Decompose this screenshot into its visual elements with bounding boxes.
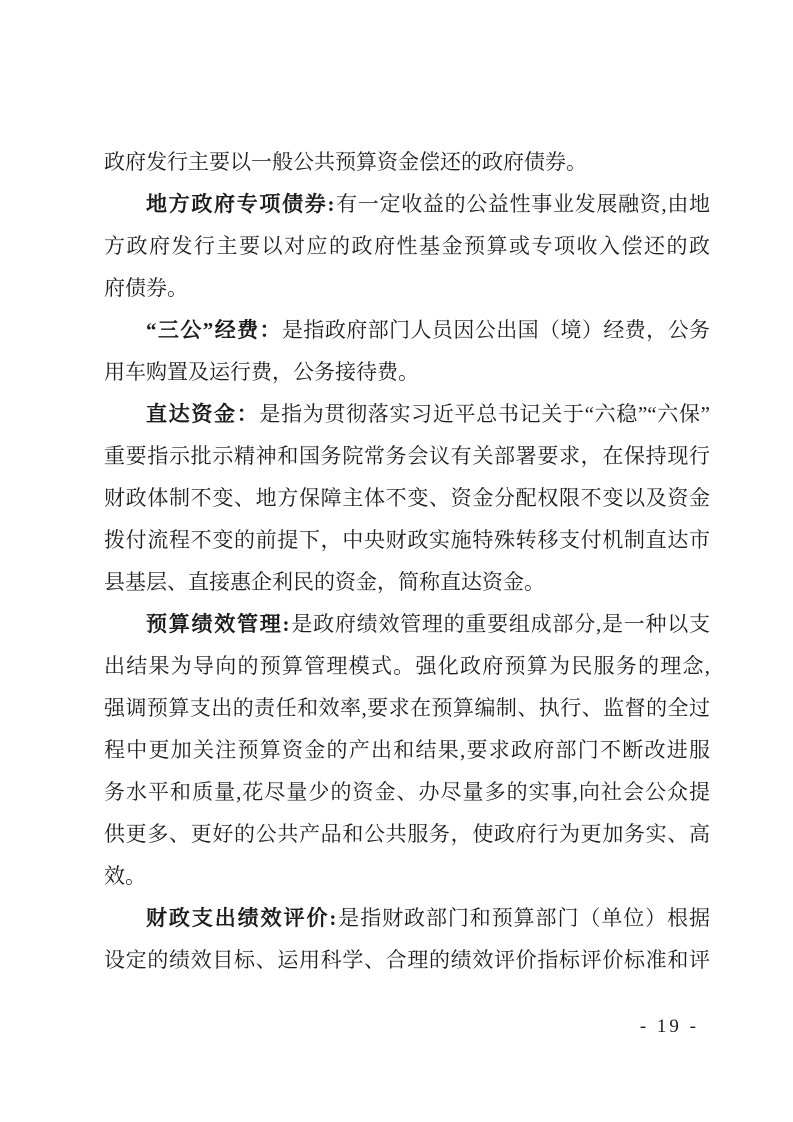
text-line (104, 729, 710, 771)
text-line (104, 351, 710, 393)
text-line (104, 939, 710, 981)
text-line (104, 687, 710, 729)
line-text: 有一定收益的公益性事业发展融资,由地 (335, 192, 711, 216)
text-line (104, 309, 710, 351)
line-text: 县基层、直接惠企利民的资金，简称直达资金。 (104, 570, 545, 594)
text-line (104, 393, 710, 435)
line-text: 程中更加关注预算资金的产出和结果,要求政府部门不断改进服 (104, 738, 710, 762)
term-label: 地方政府专项债券: (146, 192, 336, 216)
text-line (104, 183, 710, 225)
text-line (104, 561, 710, 603)
line-text: 府债券。 (104, 276, 188, 300)
page-number: - 19 - (639, 1016, 699, 1037)
line-text: 是政府绩效管理的重要组成部分,是一种以支 (290, 612, 711, 636)
term-label: 预算绩效管理: (146, 612, 291, 636)
line-text: 重要指示批示精神和国务院常务会议有关部署要求，在保持现行 (104, 444, 710, 468)
text-line (104, 141, 710, 183)
term-label: “三公”经费： (146, 318, 282, 342)
text-line (104, 813, 710, 855)
line-text: 是指为贯彻落实习近平总书记关于“六稳”“六保” (259, 402, 710, 426)
text-line (104, 771, 710, 813)
line-text: 强调预算支出的责任和效率,要求在预算编制、执行、监督的全过 (104, 696, 710, 720)
text-line (104, 225, 710, 267)
line-text: 财政体制不变、地方保障主体不变、资金分配权限不变以及资金 (104, 486, 710, 510)
term-label: 直达资金： (146, 402, 260, 426)
line-text: 政府发行主要以一般公共预算资金偿还的政府债券。 (104, 150, 587, 174)
line-text: 出结果为导向的预算管理模式。强化政府预算为民服务的理念, (104, 654, 710, 678)
line-text: 是指政府部门人员因公出国（境）经费，公务 (281, 318, 711, 342)
line-text: 效。 (104, 864, 146, 888)
line-text: 设定的绩效目标、运用科学、合理的绩效评价指标评价标准和评 (104, 948, 710, 972)
line-text: 供更多、更好的公共产品和公共服务，使政府行为更加务实、高 (104, 822, 710, 846)
term-label: 财政支出绩效评价: (146, 906, 338, 930)
text-line (104, 435, 710, 477)
text-line (104, 603, 710, 645)
line-text: 用车购置及运行费，公务接待费。 (104, 360, 419, 384)
text-line (104, 519, 710, 561)
line-text: 方政府发行主要以对应的政府性基金预算或专项收入偿还的政 (104, 234, 710, 258)
text-line (104, 267, 710, 309)
line-text: 务水平和质量,花尽量少的资金、办尽量多的实事,向社会公众提 (104, 780, 710, 804)
text-line (104, 477, 710, 519)
document-body (104, 141, 710, 981)
text-line (104, 855, 710, 897)
text-line (104, 645, 710, 687)
line-text: 是指财政部门和预算部门（单位）根据 (337, 906, 710, 930)
text-line (104, 897, 710, 939)
line-text: 拨付流程不变的前提下，中央财政实施特殊转移支付机制直达市 (104, 528, 710, 552)
